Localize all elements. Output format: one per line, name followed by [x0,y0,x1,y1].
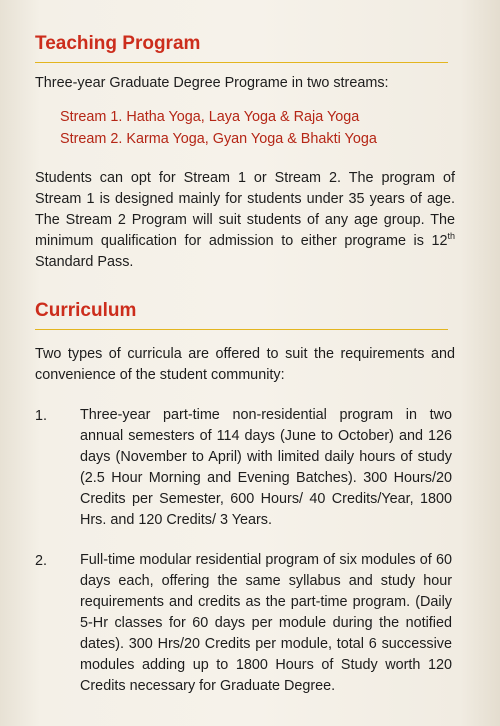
item-1-number: 1. [35,408,48,424]
teaching-body-main: Students can opt for Stream 1 or Stream 2. The program of Stream 1 is designed mainly for students under 35 years of age. The Stream 2 Program will suit students of any age group. The minimum qualification for admission to either programe is 12 [35,170,455,249]
teaching-program-heading: Teaching Program [35,33,201,54]
teaching-body-superscript: th [447,231,455,242]
teaching-body-end: Standard Pass. [35,254,134,270]
stream-1: Stream 1. Hatha Yoga, Laya Yoga & Raja Yoga [60,109,360,125]
stream-2: Stream 2. Karma Yoga, Gyan Yoga & Bhakti Yoga [60,131,377,147]
teaching-body [35,168,455,273]
item-2-text: Full-time modular residential program of six modules of 60 days each, offering the same syllabus and study hour requirements and credits as the part-time program. (Daily 5-Hr classes for 60 days per module during the notified dates). 300 Hrs/20 Credits per module, total 6 successive modules adding up to 1800 Hours of Study worth 120 Credits necessary for Graduate Degree. [80,552,452,694]
curriculum-heading: Curriculum [35,300,137,321]
item-2-number: 2. [35,553,48,569]
teaching-intro: Three-year Graduate Degree Programe in two streams: [35,75,389,91]
curriculum-heading-rule [35,329,448,330]
item-1-text: Three-year part-time non-residential program in two annual semesters of 114 days (June to October) and 126 days (November to April) with limited daily hours of study (2.5 Hour Morning and Evening Batches). 300 Hours/20 Credits per Semester, 600 Hours/ 40 Credits/Year, 1800 Hrs. and 120 Credits/ 3 Years. [80,407,452,528]
curriculum-intro: Two types of curricula are offered to suit the requirements and convenience of the student community: [35,346,455,383]
teaching-heading-rule [35,62,448,63]
